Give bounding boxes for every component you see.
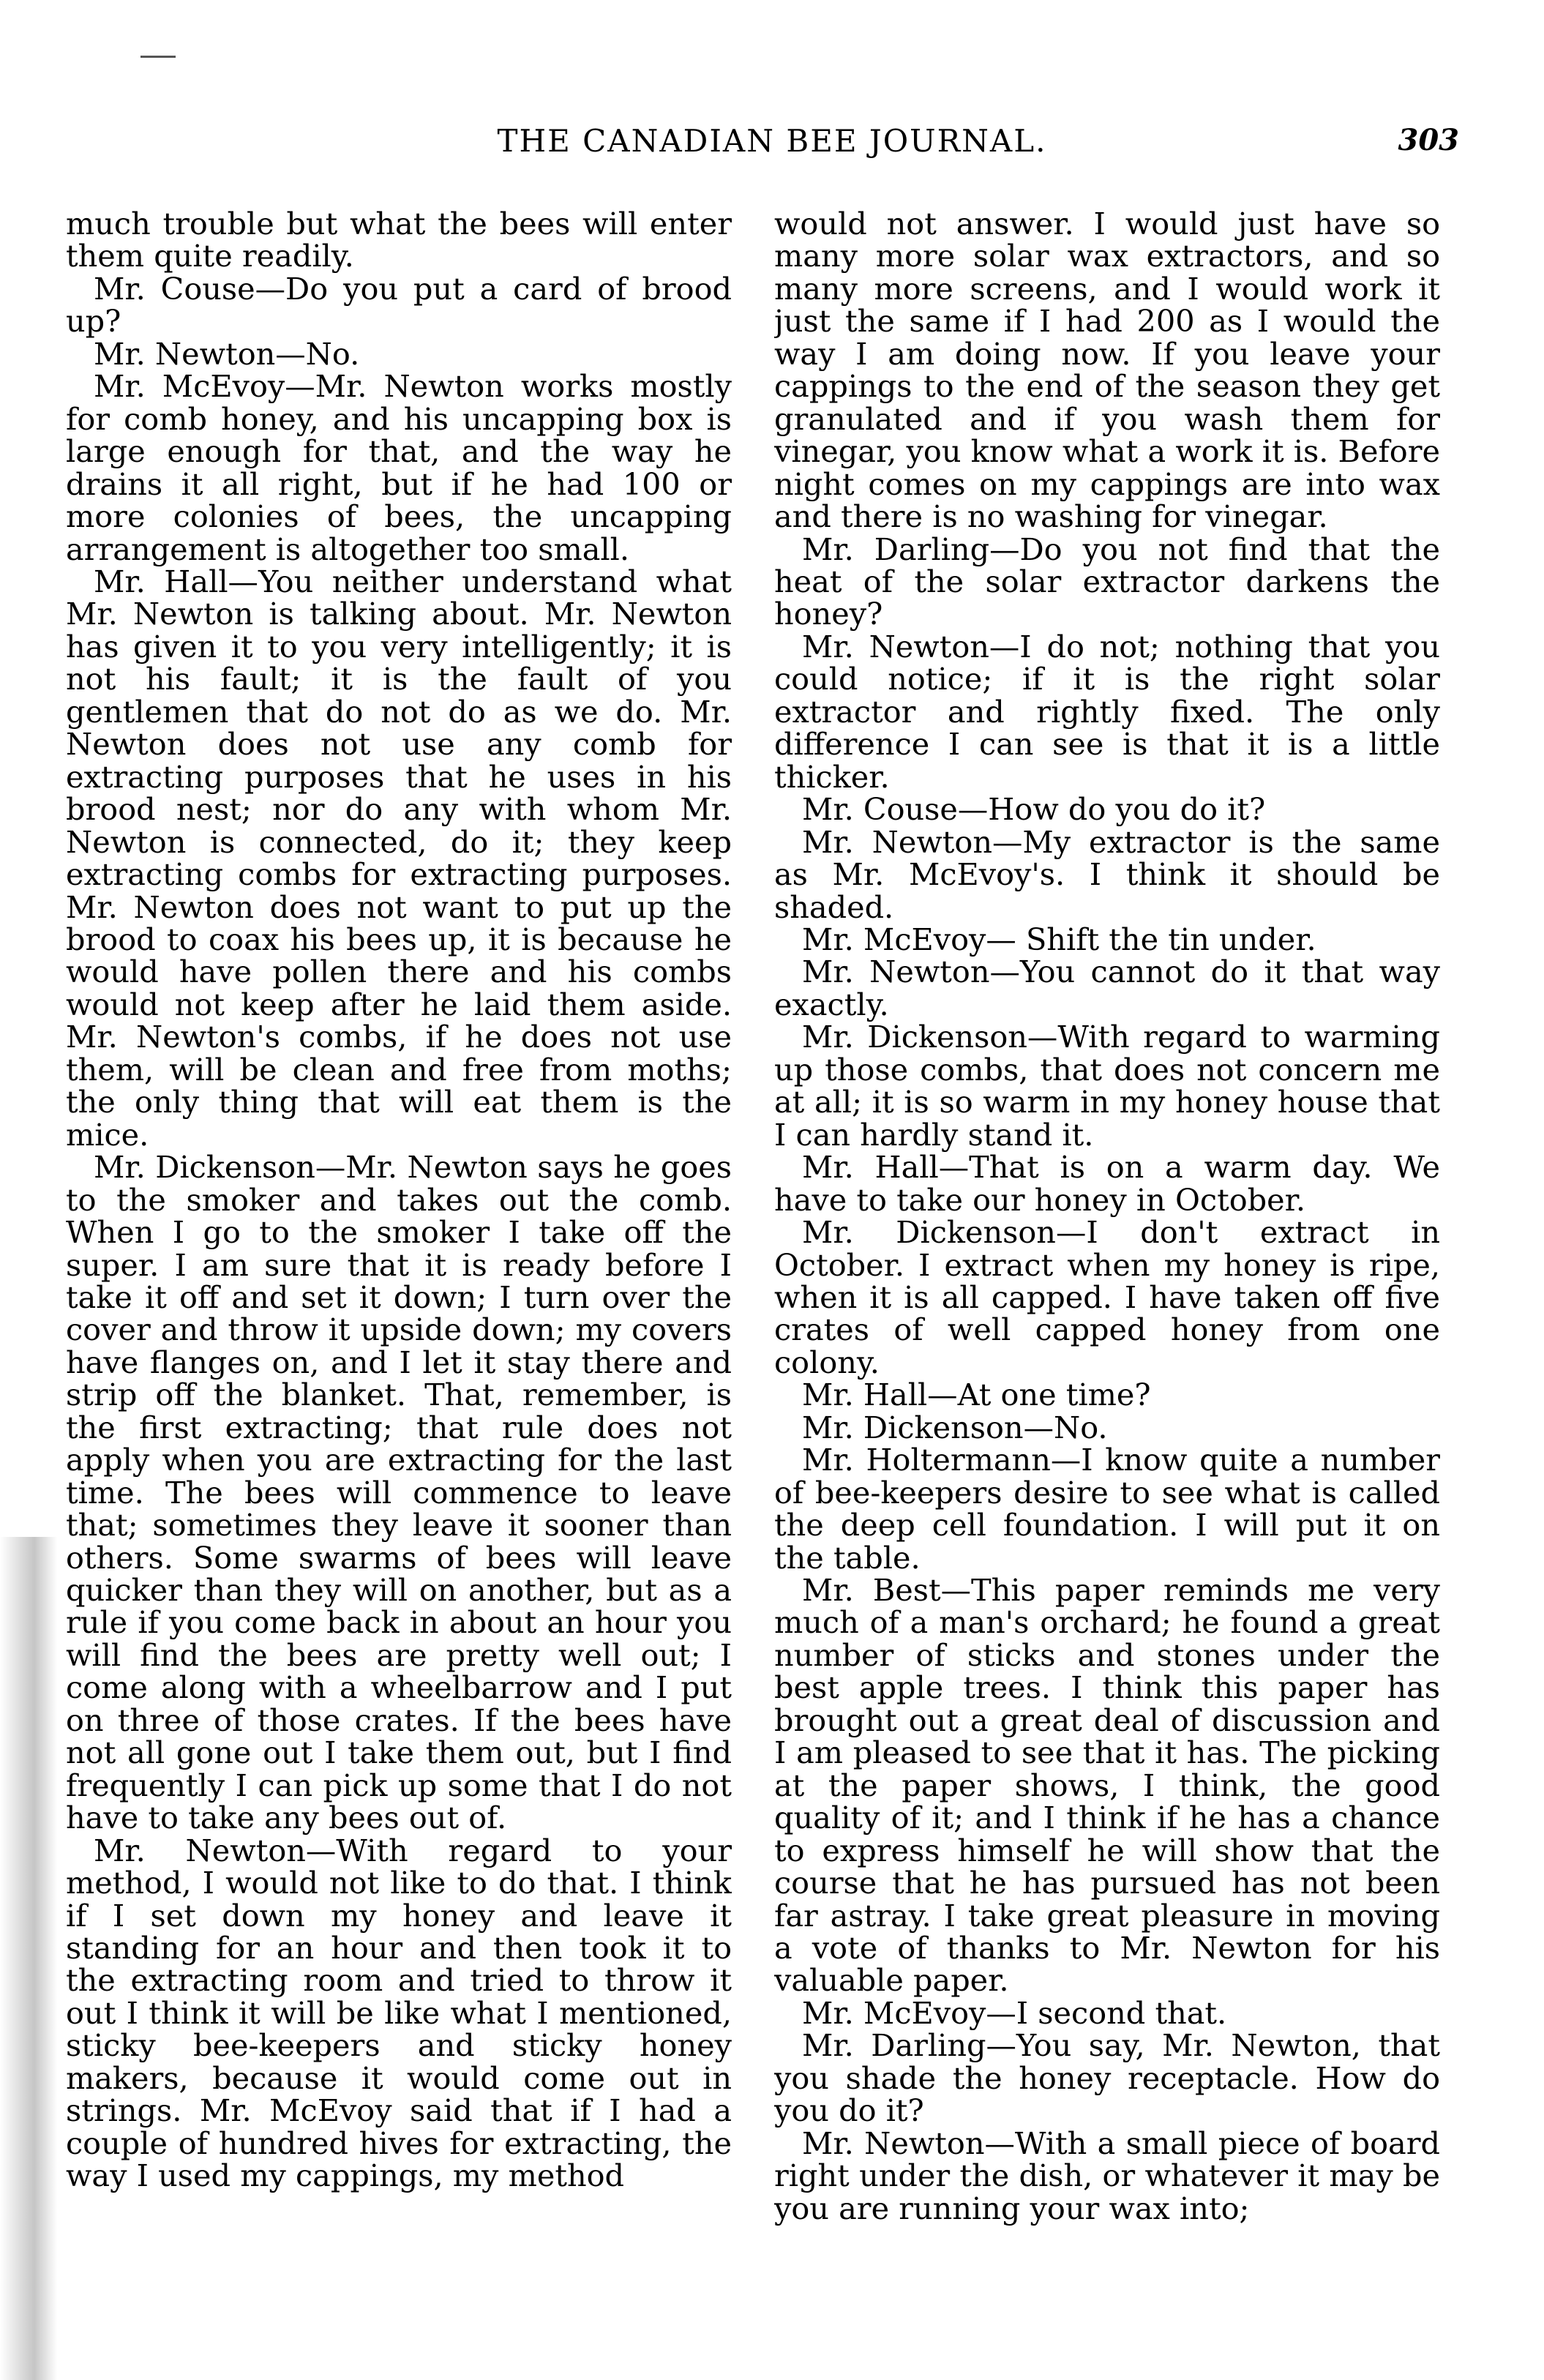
paragraph: Mr. McEvoy—I second that. — [802, 1995, 1227, 2031]
paragraph: Mr. Dickenson—Mr. Newton says he goes to the smoker and takes out the comb. When I go to the smoker I take off the super. I am sure that it is ready before I take it off and set it down; I turn over the cover and throw it upside down; my covers have flanges on, and I let it stay there and strip off the blanket. That, remember, is the first extracting; that rule does not apply when you are extracting for the last time. The bees will commence to leave that; sometimes they leave it sooner than others. Some swarms of bees will leave quicker than they will on another, but as a rule if you come back in about an hour you will find the bees are pretty well out; I come along with a wheelbarrow and I put on three of those crates. If the bees have not all gone out I take them out, but I find frequently I can pick up some that I do not have to take any bees out of. — [66, 1150, 732, 1836]
paragraph: Mr. Dickenson—With regard to warming up those combs, that does not concern me at all; it is so warm in my honey house that I can hardly stand it. — [774, 1019, 1440, 1153]
paragraph: Mr. Newton—My extractor is the same as Mr. McEvoy's. I think it should be shaded. — [774, 824, 1440, 925]
paragraph: would not answer. I would just have so many more solar wax extractors, and so many more screens, and I would work it just the same if I had 200 as I would the way I am doing now. If you leave your cappings to the end of the season they get granulated and if you wash them for vinegar, you know what a work it is. Before night comes on my cappings are into wax and there is no washing for vinegar. — [774, 208, 1440, 535]
paragraph: Mr. Newton—With regard to your method, I would not like to do that. I think if I set down my honey and leave it standing for an hour and then took it to the extracting room and tried to throw it out I think it will be like what I mentioned, sticky bee-keepers and sticky honey makers, because it would come out in strings. Mr. McEvoy said that if I had a couple of hundred hives for extracting, the way I used my cappings, my method — [66, 1833, 732, 2194]
paragraph: Mr. Darling—You say, Mr. Newton, that you shade the honey receptacle. How do you do it? — [774, 2028, 1440, 2129]
paragraph: Mr. Hall—At one time? — [802, 1377, 1151, 1413]
journal-title: THE CANADIAN BEE JOURNAL. — [497, 123, 1047, 159]
paragraph: Mr. McEvoy—Mr. Newton works mostly for comb honey, and his uncapping box is large enough for that, and the way he drains it all right, but if he had 100 or more colonies of bees, the uncapping arrangement is altogether too small. — [66, 369, 732, 567]
paragraph: Mr. Hall—That is on a warm day. We have to take our honey in October. — [774, 1150, 1440, 1218]
paragraph: Mr. Hall—You neither understand what Mr. Newton is talking about. Mr. Newton has given it to you very intelligently; it is not his fault; it is the fault of you gentlemen that do not do as we do. Mr. Newton does not use any comb for extracting purposes that he uses in his brood nest; nor do any with whom Mr. Newton is connected, do it; they keep extracting combs for extracting purposes. Mr. Newton does not want to put up the brood to coax his bees up, it is because he would have pollen there and his combs would not keep after he laid them aside. Mr. Newton's combs, if he does not use them, will be clean and free from moths; the only thing that will eat them is the mice. — [66, 564, 732, 1153]
left-column — [66, 208, 732, 2345]
scan-edge-shadow — [0, 1537, 57, 2380]
paragraph: Mr. Dickenson—I don't extract in October. I extract when my honey is ripe, when it is all capped. I have taken off five crates of well capped honey from one colony. — [774, 1215, 1440, 1380]
paragraph: Mr. Couse—How do you do it? — [802, 792, 1266, 828]
paragraph: Mr. Newton—You cannot do it that way exactly. — [774, 954, 1440, 1022]
paragraph: Mr. Couse—Do you put a card of brood up? — [66, 271, 732, 340]
paragraph: much trouble but what the bees will enter them quite readily. — [66, 208, 732, 274]
paragraph: Mr. Darling—Do you not find that the heat of the solar extractor darkens the honey? — [774, 531, 1440, 632]
paragraph: Mr. Best—This paper reminds me very much of a man's orchard; he found a great number of sticks and stones under the best apple trees. I think this paper has brought out a great deal of discussion and I am pleased to see that it has. The picking at the paper shows, I think, the good quality of it; and I think if he has a chance to express himself he will show that the course that he has pursued has not been far astray. I take great pleasure in moving a vote of thanks to Mr. Newton for his valuable paper. — [774, 1573, 1440, 1999]
paragraph: Mr. Holtermann—I know quite a number of bee-keepers desire to see what is called the deep cell foundation. I will put it on the table. — [774, 1442, 1440, 1576]
paragraph: Mr. McEvoy— Shift the tin under. — [802, 921, 1316, 957]
paragraph: Mr. Dickenson—No. — [802, 1410, 1108, 1445]
running-head — [0, 123, 1544, 167]
paragraph: Mr. Newton—With a small piece of board right under the dish, or whatever it may be you are running your wax into; — [774, 2125, 1440, 2226]
right-column — [774, 208, 1440, 2345]
paragraph: Mr. Newton—No. — [94, 336, 360, 372]
top-rule-mark — [140, 56, 176, 58]
page-number: 303 — [1398, 123, 1459, 157]
paragraph: Mr. Newton—I do not; nothing that you could notice; if it is the right solar extractor and rightly fixed. The only difference I can see is that it is a little thicker. — [774, 629, 1440, 795]
